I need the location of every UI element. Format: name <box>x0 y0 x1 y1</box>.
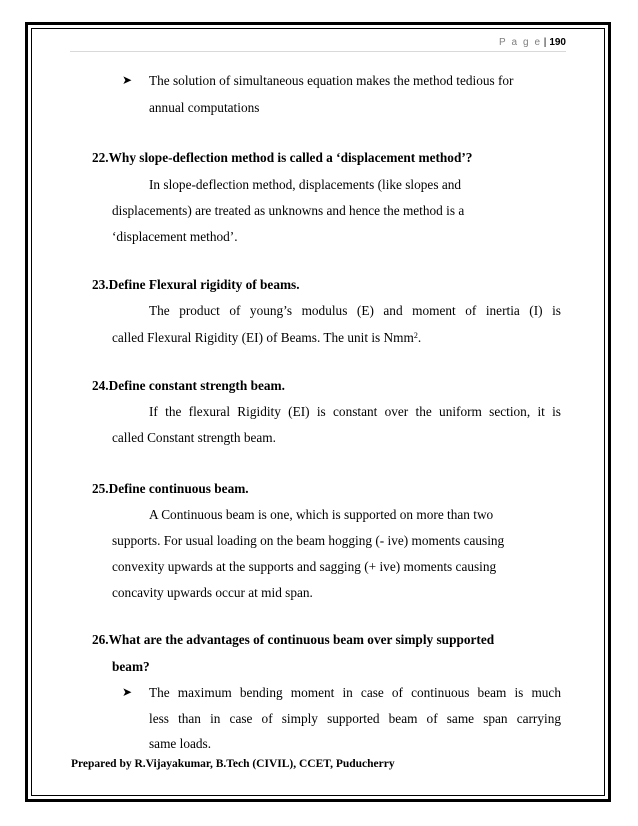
page-number: 190 <box>549 37 566 48</box>
question-26-cont: beam? <box>112 659 150 674</box>
question-26: 26.What are the advantages of continuous beam over simply supported <box>92 632 495 647</box>
answer-line: convexity upwards at the supports and sagging (+ ive) moments causing <box>112 559 497 574</box>
bullet-text-line: same loads. <box>149 736 212 751</box>
answer-line <box>112 330 421 346</box>
answer-line: In slope-deflection method, displacements (like slopes and <box>149 177 462 192</box>
superscript: 2 <box>413 331 418 340</box>
bullet-text-line: The solution of simultaneous equation makes the method tedious for <box>149 73 514 88</box>
arrow-bullet-icon: ➤ <box>122 73 133 87</box>
question-23: 23.Define Flexural rigidity of beams. <box>92 277 300 292</box>
answer-end: . <box>417 330 422 345</box>
answer-line: concavity upwards occur at mid span. <box>112 585 313 600</box>
bullet-text-line: The maximum bending moment in case of continuous beam is much <box>149 685 561 700</box>
page-label: P a g e <box>498 37 542 48</box>
answer-line: displacements) are treated as unknowns and hence the method is a <box>112 203 465 218</box>
answer-line: supports. For usual loading on the beam hogging (- ive) moments causing <box>112 533 505 548</box>
arrow-bullet-icon: ➤ <box>122 685 133 699</box>
bullet-text-line: annual computations <box>149 100 260 115</box>
bullet-text-line: less than in case of simply supported beam of same span carrying <box>149 711 561 726</box>
header-separator: | <box>543 37 547 48</box>
answer-line: A Continuous beam is one, which is supported on more than two <box>149 507 494 522</box>
page-header <box>499 37 566 48</box>
answer-line: The product of young’s modulus (E) and moment of inertia (I) is <box>149 303 561 318</box>
answer-text: called Flexural Rigidity (EI) of Beams. The unit is Nmm <box>112 330 414 345</box>
question-22: 22.Why slope-deflection method is called a ‘displacement method’? <box>92 150 473 165</box>
answer-line: If the flexural Rigidity (EI) is constant over the uniform section, it is <box>149 404 561 419</box>
page-footer: Prepared by R.Vijayakumar, B.Tech (CIVIL), CCET, Puducherry <box>71 758 395 770</box>
question-24: 24.Define constant strength beam. <box>92 378 285 393</box>
answer-line: called Constant strength beam. <box>112 430 276 445</box>
answer-line: ‘displacement method’. <box>112 229 238 244</box>
header-rule <box>70 51 566 52</box>
question-25: 25.Define continuous beam. <box>92 481 249 496</box>
